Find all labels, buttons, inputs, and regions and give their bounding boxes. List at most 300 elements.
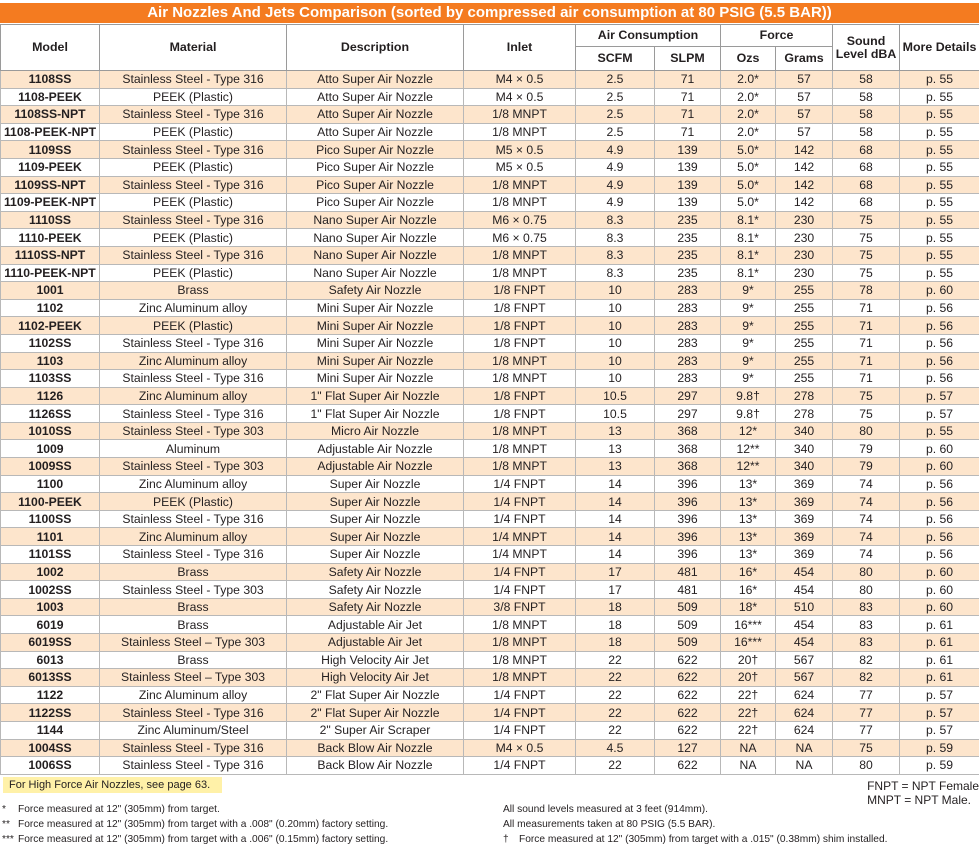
- cell-sound-level: 75: [833, 229, 900, 247]
- cell-force-ozs: 9*: [721, 299, 776, 317]
- header-material: Material: [100, 25, 287, 71]
- cell-scfm: 18: [576, 598, 655, 616]
- cell-inlet: 1/8 FNPT: [464, 282, 576, 300]
- cell-force-ozs: 9*: [721, 352, 776, 370]
- cell-force-grams: 624: [776, 686, 833, 704]
- table-row: [1, 387, 979, 405]
- cell-scfm: 10: [576, 282, 655, 300]
- table-row: [1, 71, 979, 89]
- cell-inlet: 1/8 MNPT: [464, 123, 576, 141]
- cell-slpm: 71: [655, 123, 721, 141]
- table-row: [1, 634, 979, 652]
- cell-force-grams: 57: [776, 88, 833, 106]
- cell-inlet: 1/8 MNPT: [464, 246, 576, 264]
- cell-scfm: 10: [576, 299, 655, 317]
- cell-force-grams: 255: [776, 334, 833, 352]
- cell-material: Stainless Steel – Type 303: [100, 634, 287, 652]
- cell-model: 6013SS: [1, 669, 100, 687]
- cell-force-ozs: 13*: [721, 546, 776, 564]
- cell-scfm: 14: [576, 475, 655, 493]
- cell-force-grams: NA: [776, 757, 833, 775]
- cell-slpm: 283: [655, 334, 721, 352]
- cell-inlet: 1/8 FNPT: [464, 334, 576, 352]
- cell-scfm: 4.9: [576, 158, 655, 176]
- cell-force-grams: 510: [776, 598, 833, 616]
- cell-description: Safety Air Nozzle: [287, 598, 464, 616]
- cell-sound-level: 71: [833, 334, 900, 352]
- cell-sound-level: 80: [833, 757, 900, 775]
- cell-slpm: 283: [655, 352, 721, 370]
- cell-inlet: 1/8 MNPT: [464, 370, 576, 388]
- cell-sound-level: 77: [833, 686, 900, 704]
- cell-force-ozs: 20†: [721, 651, 776, 669]
- cell-description: Pico Super Air Nozzle: [287, 141, 464, 159]
- cell-force-ozs: 9.8†: [721, 387, 776, 405]
- cell-sound-level: 75: [833, 264, 900, 282]
- cell-slpm: 509: [655, 634, 721, 652]
- cell-more-details: p. 55: [900, 176, 979, 194]
- footnote-symbol: **: [2, 819, 10, 830]
- cell-description: Nano Super Air Nozzle: [287, 211, 464, 229]
- cell-material: Zinc Aluminum alloy: [100, 387, 287, 405]
- cell-inlet: 1/4 FNPT: [464, 581, 576, 599]
- cell-force-ozs: 2.0*: [721, 88, 776, 106]
- table-row: [1, 317, 979, 335]
- cell-model: 1103: [1, 352, 100, 370]
- footnote-symbol: ***: [2, 834, 14, 845]
- table-row: [1, 757, 979, 775]
- cell-inlet: 3/8 FNPT: [464, 598, 576, 616]
- header-air-consumption: Air Consumption: [576, 25, 721, 47]
- cell-scfm: 22: [576, 704, 655, 722]
- header-scfm: SCFM: [576, 47, 655, 71]
- cell-material: Stainless Steel - Type 303: [100, 581, 287, 599]
- cell-description: 2" Super Air Scraper: [287, 721, 464, 739]
- cell-material: PEEK (Plastic): [100, 264, 287, 282]
- cell-model: 1004SS: [1, 739, 100, 757]
- cell-force-ozs: 5.0*: [721, 176, 776, 194]
- cell-more-details: p. 55: [900, 158, 979, 176]
- table-row: [1, 405, 979, 423]
- cell-description: High Velocity Air Jet: [287, 669, 464, 687]
- cell-inlet: M4 × 0.5: [464, 71, 576, 89]
- cell-scfm: 10.5: [576, 405, 655, 423]
- cell-more-details: p. 61: [900, 616, 979, 634]
- table-row: [1, 194, 979, 212]
- cell-force-grams: 369: [776, 528, 833, 546]
- cell-force-ozs: 22†: [721, 721, 776, 739]
- cell-slpm: 396: [655, 546, 721, 564]
- cell-sound-level: 80: [833, 563, 900, 581]
- cell-material: PEEK (Plastic): [100, 158, 287, 176]
- header-grams: Grams: [776, 47, 833, 71]
- cell-description: Safety Air Nozzle: [287, 282, 464, 300]
- cell-slpm: 396: [655, 493, 721, 511]
- table-row: [1, 493, 979, 511]
- cell-description: Back Blow Air Nozzle: [287, 739, 464, 757]
- cell-model: 1109-PEEK: [1, 158, 100, 176]
- header-inlet: Inlet: [464, 25, 576, 71]
- cell-inlet: 1/8 MNPT: [464, 176, 576, 194]
- cell-slpm: 283: [655, 317, 721, 335]
- cell-slpm: 283: [655, 370, 721, 388]
- cell-sound-level: 79: [833, 440, 900, 458]
- cell-sound-level: 83: [833, 598, 900, 616]
- cell-inlet: 1/4 MNPT: [464, 546, 576, 564]
- cell-material: Stainless Steel - Type 316: [100, 370, 287, 388]
- cell-slpm: 622: [655, 757, 721, 775]
- cell-force-grams: 57: [776, 71, 833, 89]
- cell-inlet: 1/8 MNPT: [464, 634, 576, 652]
- cell-scfm: 17: [576, 581, 655, 599]
- table-row: [1, 510, 979, 528]
- cell-model: 1100-PEEK: [1, 493, 100, 511]
- cell-model: 1126: [1, 387, 100, 405]
- header-description: Description: [287, 25, 464, 71]
- cell-force-grams: 230: [776, 229, 833, 247]
- header-force: Force: [721, 25, 833, 47]
- table-row: [1, 440, 979, 458]
- table-row: [1, 528, 979, 546]
- cell-force-ozs: 16***: [721, 616, 776, 634]
- cell-force-grams: 369: [776, 475, 833, 493]
- cell-slpm: 235: [655, 211, 721, 229]
- footnote-row: [2, 817, 388, 832]
- cell-model: 1108SS-NPT: [1, 106, 100, 124]
- cell-force-grams: 567: [776, 651, 833, 669]
- cell-slpm: 283: [655, 282, 721, 300]
- cell-force-grams: 230: [776, 264, 833, 282]
- cell-slpm: 297: [655, 387, 721, 405]
- cell-slpm: 71: [655, 106, 721, 124]
- cell-inlet: 1/4 FNPT: [464, 563, 576, 581]
- cell-more-details: p. 55: [900, 141, 979, 159]
- cell-model: 1101SS: [1, 546, 100, 564]
- cell-more-details: p. 57: [900, 721, 979, 739]
- cell-more-details: p. 60: [900, 458, 979, 476]
- table-row: [1, 106, 979, 124]
- cell-force-ozs: 16*: [721, 563, 776, 581]
- cell-slpm: 622: [655, 651, 721, 669]
- table-row: [1, 123, 979, 141]
- footnote-row: [503, 832, 887, 847]
- table-row: [1, 721, 979, 739]
- cell-model: 1109SS: [1, 141, 100, 159]
- cell-slpm: 235: [655, 264, 721, 282]
- cell-description: Atto Super Air Nozzle: [287, 123, 464, 141]
- cell-scfm: 4.9: [576, 141, 655, 159]
- cell-scfm: 4.5: [576, 739, 655, 757]
- footnote-row: [503, 817, 887, 832]
- cell-material: PEEK (Plastic): [100, 493, 287, 511]
- cell-model: 1002: [1, 563, 100, 581]
- cell-description: Micro Air Nozzle: [287, 422, 464, 440]
- cell-description: Back Blow Air Nozzle: [287, 757, 464, 775]
- cell-description: 1" Flat Super Air Nozzle: [287, 387, 464, 405]
- cell-inlet: 1/8 FNPT: [464, 387, 576, 405]
- cell-inlet: 1/8 MNPT: [464, 264, 576, 282]
- cell-material: Zinc Aluminum alloy: [100, 352, 287, 370]
- cell-description: Nano Super Air Nozzle: [287, 264, 464, 282]
- table-row: [1, 686, 979, 704]
- table-row: [1, 229, 979, 247]
- cell-force-grams: 230: [776, 211, 833, 229]
- cell-model: 1108SS: [1, 71, 100, 89]
- cell-more-details: p. 60: [900, 440, 979, 458]
- cell-description: Mini Super Air Nozzle: [287, 317, 464, 335]
- cell-sound-level: 75: [833, 739, 900, 757]
- table-row: [1, 352, 979, 370]
- cell-force-grams: 278: [776, 405, 833, 423]
- cell-inlet: M5 × 0.5: [464, 141, 576, 159]
- cell-material: Zinc Aluminum alloy: [100, 686, 287, 704]
- cell-model: 6019: [1, 616, 100, 634]
- cell-scfm: 10: [576, 352, 655, 370]
- cell-sound-level: 78: [833, 282, 900, 300]
- cell-more-details: p. 56: [900, 317, 979, 335]
- cell-force-ozs: 9*: [721, 317, 776, 335]
- footnote-symbol: *: [2, 804, 6, 815]
- cell-force-ozs: 22†: [721, 686, 776, 704]
- cell-material: Stainless Steel - Type 316: [100, 246, 287, 264]
- cell-description: Adjustable Air Nozzle: [287, 440, 464, 458]
- footnotes-left: [2, 802, 388, 847]
- cell-sound-level: 68: [833, 176, 900, 194]
- cell-scfm: 8.3: [576, 229, 655, 247]
- cell-slpm: 139: [655, 158, 721, 176]
- cell-model: 1109-PEEK-NPT: [1, 194, 100, 212]
- table-row: [1, 176, 979, 194]
- cell-force-grams: 142: [776, 141, 833, 159]
- cell-material: Stainless Steel - Type 303: [100, 422, 287, 440]
- cell-sound-level: 58: [833, 123, 900, 141]
- cell-force-ozs: 9*: [721, 282, 776, 300]
- table-row: [1, 475, 979, 493]
- cell-material: Stainless Steel - Type 316: [100, 546, 287, 564]
- cell-sound-level: 82: [833, 669, 900, 687]
- cell-force-ozs: 16***: [721, 634, 776, 652]
- cell-sound-level: 71: [833, 317, 900, 335]
- cell-inlet: M6 × 0.75: [464, 211, 576, 229]
- table-row: [1, 546, 979, 564]
- cell-description: Mini Super Air Nozzle: [287, 352, 464, 370]
- cell-force-ozs: 12**: [721, 458, 776, 476]
- table-row: [1, 581, 979, 599]
- cell-model: 1108-PEEK: [1, 88, 100, 106]
- table-row: [1, 370, 979, 388]
- cell-scfm: 18: [576, 634, 655, 652]
- cell-scfm: 22: [576, 757, 655, 775]
- cell-sound-level: 68: [833, 194, 900, 212]
- cell-inlet: 1/8 MNPT: [464, 458, 576, 476]
- cell-force-ozs: 8.1*: [721, 246, 776, 264]
- table-row: [1, 211, 979, 229]
- footnote-text: Force measured at 12" (305mm) from target with a .008" (0.20mm) factory setting.: [18, 819, 389, 830]
- cell-scfm: 2.5: [576, 71, 655, 89]
- cell-description: Safety Air Nozzle: [287, 563, 464, 581]
- cell-material: Zinc Aluminum alloy: [100, 475, 287, 493]
- cell-model: 1009SS: [1, 458, 100, 476]
- cell-material: Stainless Steel - Type 316: [100, 739, 287, 757]
- cell-model: 1122: [1, 686, 100, 704]
- cell-model: 1110SS: [1, 211, 100, 229]
- cell-force-grams: 454: [776, 581, 833, 599]
- cell-material: Stainless Steel - Type 316: [100, 71, 287, 89]
- cell-force-grams: 57: [776, 106, 833, 124]
- cell-force-ozs: 22†: [721, 704, 776, 722]
- cell-scfm: 18: [576, 616, 655, 634]
- cell-inlet: 1/8 MNPT: [464, 352, 576, 370]
- cell-force-ozs: 16*: [721, 581, 776, 599]
- cell-force-grams: 255: [776, 317, 833, 335]
- cell-scfm: 10: [576, 334, 655, 352]
- cell-material: Stainless Steel - Type 316: [100, 704, 287, 722]
- cell-description: Atto Super Air Nozzle: [287, 106, 464, 124]
- footnote-text: All sound levels measured at 3 feet (914mm).: [503, 804, 708, 815]
- cell-force-ozs: 5.0*: [721, 141, 776, 159]
- cell-inlet: 1/4 FNPT: [464, 686, 576, 704]
- cell-more-details: p. 56: [900, 334, 979, 352]
- cell-material: Stainless Steel - Type 316: [100, 211, 287, 229]
- cell-force-grams: NA: [776, 739, 833, 757]
- table-row: [1, 246, 979, 264]
- cell-scfm: 22: [576, 686, 655, 704]
- cell-material: PEEK (Plastic): [100, 88, 287, 106]
- cell-material: Stainless Steel - Type 316: [100, 141, 287, 159]
- cell-inlet: 1/8 FNPT: [464, 405, 576, 423]
- cell-description: Adjustable Air Nozzle: [287, 458, 464, 476]
- cell-more-details: p. 56: [900, 352, 979, 370]
- cell-sound-level: 77: [833, 704, 900, 722]
- cell-slpm: 396: [655, 528, 721, 546]
- cell-inlet: 1/8 MNPT: [464, 422, 576, 440]
- cell-sound-level: 82: [833, 651, 900, 669]
- cell-sound-level: 83: [833, 616, 900, 634]
- cell-slpm: 509: [655, 616, 721, 634]
- cell-slpm: 235: [655, 229, 721, 247]
- cell-sound-level: 71: [833, 299, 900, 317]
- cell-sound-level: 79: [833, 458, 900, 476]
- cell-force-grams: 624: [776, 704, 833, 722]
- cell-model: 1100SS: [1, 510, 100, 528]
- cell-scfm: 13: [576, 440, 655, 458]
- cell-slpm: 396: [655, 510, 721, 528]
- cell-more-details: p. 59: [900, 739, 979, 757]
- cell-scfm: 22: [576, 721, 655, 739]
- cell-slpm: 481: [655, 581, 721, 599]
- cell-inlet: 1/8 MNPT: [464, 669, 576, 687]
- footnote-symbol: †: [503, 834, 509, 845]
- cell-description: Nano Super Air Nozzle: [287, 229, 464, 247]
- cell-inlet: 1/4 FNPT: [464, 510, 576, 528]
- cell-force-grams: 340: [776, 440, 833, 458]
- cell-more-details: p. 55: [900, 229, 979, 247]
- cell-force-grams: 57: [776, 123, 833, 141]
- cell-material: Stainless Steel - Type 316: [100, 510, 287, 528]
- table-row: [1, 739, 979, 757]
- cell-slpm: 396: [655, 475, 721, 493]
- cell-description: 2" Flat Super Air Nozzle: [287, 686, 464, 704]
- cell-more-details: p. 60: [900, 563, 979, 581]
- footnote-row: [2, 802, 388, 817]
- cell-slpm: 139: [655, 141, 721, 159]
- cell-sound-level: 83: [833, 634, 900, 652]
- cell-inlet: 1/8 MNPT: [464, 194, 576, 212]
- cell-more-details: p. 55: [900, 194, 979, 212]
- cell-inlet: 1/4 FNPT: [464, 757, 576, 775]
- cell-material: Brass: [100, 651, 287, 669]
- cell-force-ozs: 8.1*: [721, 211, 776, 229]
- cell-model: 1102-PEEK: [1, 317, 100, 335]
- cell-inlet: 1/8 FNPT: [464, 299, 576, 317]
- cell-more-details: p. 57: [900, 686, 979, 704]
- cell-model: 1110SS-NPT: [1, 246, 100, 264]
- cell-description: Pico Super Air Nozzle: [287, 194, 464, 212]
- cell-material: PEEK (Plastic): [100, 229, 287, 247]
- cell-description: Adjustable Air Jet: [287, 616, 464, 634]
- cell-scfm: 22: [576, 669, 655, 687]
- cell-force-ozs: 9*: [721, 370, 776, 388]
- cell-material: Stainless Steel - Type 316: [100, 176, 287, 194]
- cell-model: 1110-PEEK-NPT: [1, 264, 100, 282]
- cell-material: Stainless Steel - Type 316: [100, 106, 287, 124]
- table-row: [1, 334, 979, 352]
- cell-inlet: 1/4 FNPT: [464, 721, 576, 739]
- cell-slpm: 368: [655, 458, 721, 476]
- cell-model: 1144: [1, 721, 100, 739]
- cell-force-grams: 142: [776, 194, 833, 212]
- cell-slpm: 509: [655, 598, 721, 616]
- cell-material: Aluminum: [100, 440, 287, 458]
- cell-more-details: p. 61: [900, 651, 979, 669]
- cell-slpm: 283: [655, 299, 721, 317]
- comparison-table: [0, 24, 979, 775]
- header-slpm: SLPM: [655, 47, 721, 71]
- cell-more-details: p. 56: [900, 493, 979, 511]
- cell-model: 1001: [1, 282, 100, 300]
- cell-material: Zinc Aluminum/Steel: [100, 721, 287, 739]
- cell-model: 1002SS: [1, 581, 100, 599]
- cell-description: 1" Flat Super Air Nozzle: [287, 405, 464, 423]
- cell-more-details: p. 55: [900, 422, 979, 440]
- cell-inlet: 1/8 MNPT: [464, 440, 576, 458]
- cell-force-grams: 255: [776, 370, 833, 388]
- cell-scfm: 14: [576, 493, 655, 511]
- cell-force-ozs: 13*: [721, 528, 776, 546]
- cell-model: 1108-PEEK-NPT: [1, 123, 100, 141]
- cell-slpm: 622: [655, 669, 721, 687]
- cell-material: PEEK (Plastic): [100, 194, 287, 212]
- cell-model: 1010SS: [1, 422, 100, 440]
- cell-sound-level: 75: [833, 246, 900, 264]
- cell-force-grams: 340: [776, 422, 833, 440]
- cell-scfm: 10: [576, 370, 655, 388]
- cell-force-ozs: 12*: [721, 422, 776, 440]
- cell-force-grams: 454: [776, 563, 833, 581]
- cell-force-grams: 142: [776, 176, 833, 194]
- cell-slpm: 622: [655, 721, 721, 739]
- cell-material: Brass: [100, 282, 287, 300]
- cell-force-ozs: 13*: [721, 493, 776, 511]
- cell-scfm: 8.3: [576, 211, 655, 229]
- cell-inlet: 1/4 MNPT: [464, 528, 576, 546]
- high-force-note: For High Force Air Nozzles, see page 63.: [3, 777, 222, 793]
- cell-scfm: 22: [576, 651, 655, 669]
- cell-slpm: 481: [655, 563, 721, 581]
- cell-scfm: 8.3: [576, 246, 655, 264]
- cell-more-details: p. 57: [900, 704, 979, 722]
- cell-scfm: 4.9: [576, 176, 655, 194]
